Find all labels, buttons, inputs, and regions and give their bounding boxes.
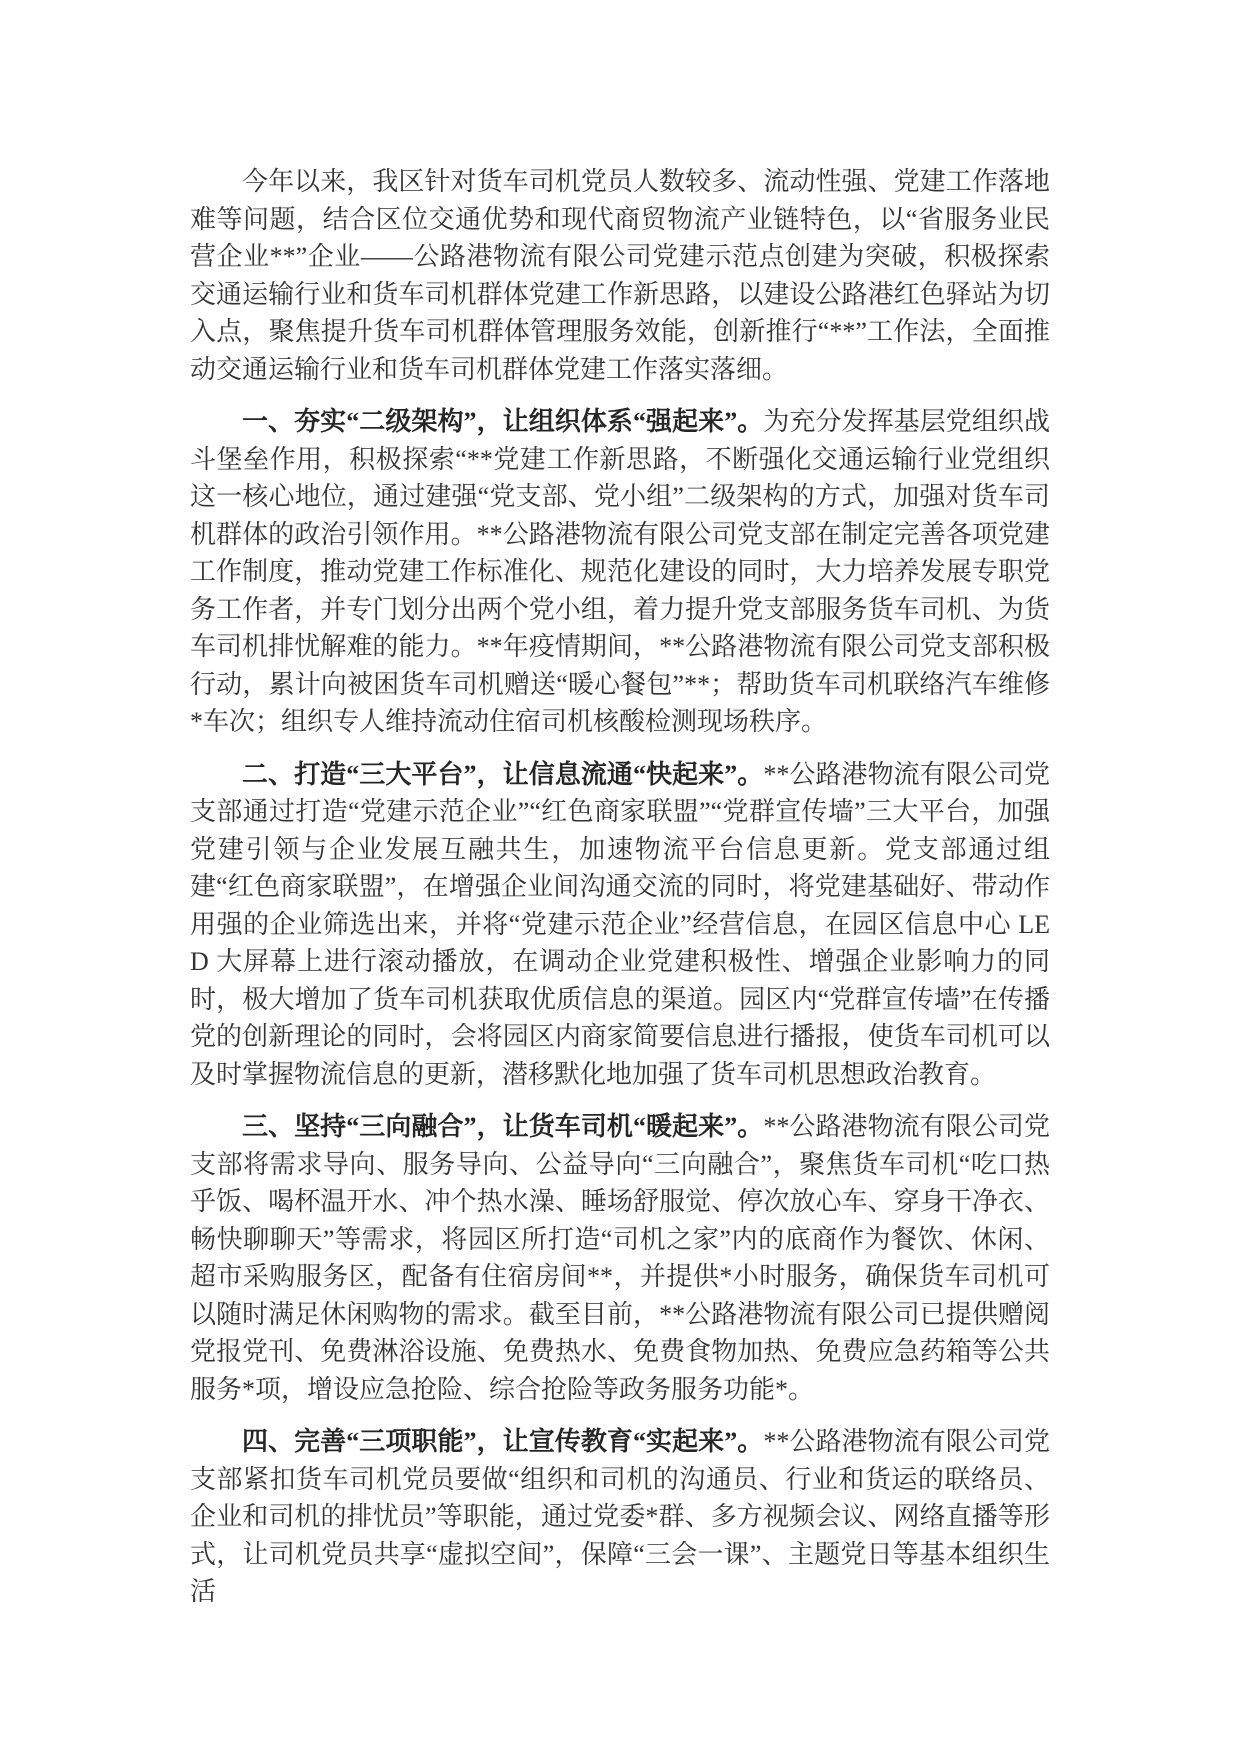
paragraph-text: 为充分发挥基层党组织战斗堡垒作用，积极探索“**党建工作新思路，不断强化交通运输行业党组织这一核心地位，通过建强“党支部、党小组”二级架构的方式，加强对货车司机群体的政治引领作用。**公路港物流有限公司党支部在制定完善各项党建工作制度，推动党建工作标准化、规范化建设的同时，大力培养发展专职党务工作者，并专门划分出两个党小组，着力提升党支部服务货车司机、为货车司机排忧解难的能力。**年疫情期间，**公路港物流有限公司党支部积极行动，累计向被困货车司机赠送“暖心餐包”**；帮助货车司机联络汽车维修*车次；组织专人维持流动住宿司机核酸检测现场秩序。	[190, 407, 1050, 736]
paragraph-text: **公路港物流有限公司党支部将需求导向、服务导向、公益导向“三向融合”，聚焦货车司机“吃口热乎饭、喝杯温开水、冲个热水澡、睡场舒服觉、停次放心车、穿身干净衣、畅快聊聊天”等需求，将园区所打造“司机之家”内的底商作为餐饮、休闲、超市采购服务区，配备有住宿房间**，并提供*小时服务，确保货车司机可以随时满足休闲购物的需求。截至目前，**公路港物流有限公司已提供赠阅党报党刊、免费淋浴设施、免费热水、免费食物加热、免费应急药箱等公共服务*项，增设应急抢险、综合抢险等政务服务功能*。	[190, 1112, 1050, 1404]
section-1-heading: 一、夯实“二级架构”，让组织体系“强起来”。	[242, 407, 764, 436]
section-4-heading: 四、完善“三项职能”，让宣传教育“实起来”。	[242, 1427, 764, 1456]
intro-paragraph	[190, 163, 1050, 388]
paragraph-text: 今年以来，我区针对货车司机党员人数较多、流动性强、党建工作落地难等问题，结合区位交通优势和现代商贸物流产业链特色，以“省服务业民营企业**”企业——公路港物流有限公司党建示范点创建为突破，积极探索交通运输行业和货车司机群体党建工作新思路，以建设公路港红色驿站为切入点，聚焦提升货车司机群体管理服务效能，创新推行“**”工作法，全面推动交通运输行业和货车司机群体党建工作落实落细。	[190, 167, 1050, 384]
section-1-paragraph	[190, 403, 1050, 741]
section-2-paragraph	[190, 756, 1050, 1094]
paragraph-text: **公路港物流有限公司党支部通过打造“党建示范企业”“红色商家联盟”“党群宣传墙”三大平台，加强党建引领与企业发展互融共生，加速物流平台信息更新。党支部通过组建“红色商家联盟”，在增强企业间沟通交流的同时，将党建基础好、带动作用强的企业筛选出来，并将“党建示范企业”经营信息，在园区信息中心 LED 大屏幕上进行滚动播放，在调动企业党建积极性、增强企业影响力的同时，极大增加了货车司机获取优质信息的渠道。园区内“党群宣传墙”在传播党的创新理论的同时，会将园区内商家简要信息进行播报，使货车司机可以及时掌握物流信息的更新，潜移默化地加强了货车司机思想政治教育。	[190, 759, 1050, 1089]
section-3-paragraph	[190, 1108, 1050, 1408]
section-3-heading: 三、坚持“三向融合”，让货车司机“暖起来”。	[242, 1112, 764, 1141]
paragraph-text: **公路港物流有限公司党支部紧扣货车司机党员要做“组织和司机的沟通员、行业和货运的联络员、企业和司机的排忧员”等职能，通过党委*群、多方视频会议、网络直播等形式，让司机党员共享“虚拟空间”，保障“三会一课”、主题党日等基本组织生活	[190, 1427, 1050, 1606]
section-4-paragraph	[190, 1423, 1050, 1611]
section-2-heading: 二、打造“三大平台”，让信息流通“快起来”。	[242, 759, 764, 789]
